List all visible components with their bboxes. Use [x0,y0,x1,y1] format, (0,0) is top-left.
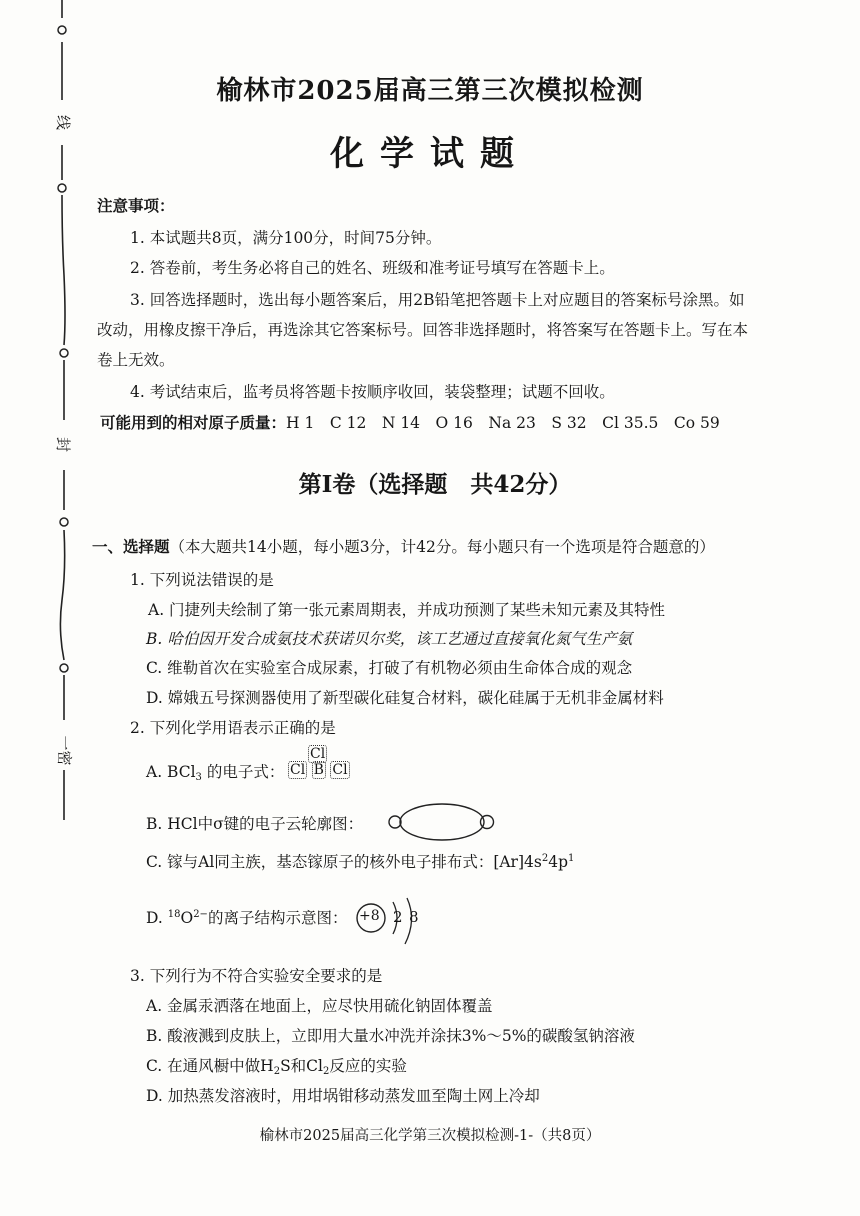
binding-label-secret: 一密 [55,735,74,766]
section-instructions [92,535,715,557]
notice-heading: 注意事项： [97,197,175,215]
question-stem: 1. 下列说法错误的是 [130,571,274,589]
binding-label-line: 线 [54,114,73,131]
option-d: D. 嫦娥五号探测器使用了新型碳化硅复合材料，碳化硅属于无机非金属材料 [146,689,664,707]
ion-structure-diagram [353,896,433,948]
option-c: C. 维勒首次在实验室合成尿素，打破了有机物必须由生命体合成的观念 [146,659,633,677]
binding-dot [58,184,66,192]
sigma-bond-diagram [386,802,498,842]
shell-1-electrons: 2 [393,908,403,926]
binding-margin-line [40,0,80,1216]
section-title: 第Ⅰ卷（选择题 共42分） [298,471,572,498]
binding-dot [60,664,68,672]
bcl3-electron-formula: Cl Cl B Cl [290,746,348,778]
option-a: A. 门捷列夫绘制了第一张元素周期表，并成功预测了某些未知元素及其特性 [148,601,666,619]
notice-item: 2. 答卷前，考生务必将自己的姓名、班级和准考证号填写在答题卡上。 [130,259,615,277]
exam-name: 榆林市2025届高三第三次模拟检测 [216,76,644,106]
nucleus-charge: +8 [359,908,380,924]
question-stem: 3. 下列行为不符合实验安全要求的是 [130,967,383,985]
notice-item: 4. 考试结束后，监考员将答题卡按顺序收回，装袋整理；试题不回收。 [130,383,615,401]
binding-dot [60,518,68,526]
option-a: A. 金属汞洒落在地面上，应尽快用硫化钠固体覆盖 [146,997,493,1015]
option-d: D. 加热蒸发溶液时，用坩埚钳移动蒸发皿至陶土网上冷却 [146,1087,540,1105]
notice-item: 1. 本试题共8页，满分100分，时间75分钟。 [130,229,442,247]
page-footer: 榆林市2025届高三化学第三次模拟检测-1-（共8页） [259,1128,601,1144]
binding-dot [58,26,66,34]
option-b: B. 哈伯因开发合成氨技术获诺贝尔奖，该工艺通过直接氧化氮气生产氨 [146,630,633,648]
shell-2-electrons: 8 [409,908,419,926]
option-c: C. 在通风橱中做$H_2S$和$Cl_2$反应的实验 [146,1057,407,1077]
option-d: D. $^{18}O^{2-}$的离子结构示意图： [146,909,348,927]
notice-item: 卷上无效。 [97,351,175,369]
subject-title: 化学试题 [330,134,530,174]
notice-item: 3. 回答选择题时，选出每小题答案后，用2B铅笔把答题卡上对应题目的答案标号涂黑。如 [130,291,745,309]
section-heading: 一、选择题 [92,537,170,556]
atomic-masses-label: 可能用到的相对原子质量： [100,414,287,432]
atomic-masses [100,411,720,433]
notice-item: 改动，用橡皮擦干净后，再选涂其它答案标号。回答非选择题时，将答案写在答题卡上。写在本 [97,321,749,339]
option-b: B. 酸液溅到皮肤上，立即用大量水冲洗并涂抹3%～5%的碳酸氢钠溶液 [146,1027,635,1045]
option-a: A. BCl$_3$ 的电子式： [146,763,285,783]
question-stem: 2. 下列化学用语表示正确的是 [130,719,336,737]
option-c: C. 镓与Al同主族，基态镓原子的核外电子排布式：$[Ar]4s^24p^1$ [146,853,575,871]
section-instruction-text: （本大题共14小题，每小题3分，计42分。每小题只有一个选项是符合题意的） [169,538,715,556]
binding-label-seal: 封 [54,436,73,453]
atomic-masses-values: H 1 C 12 N 14 O 16 Na 23 S 32 Cl 35.5 Co 59 [286,414,720,432]
binding-dot [60,349,68,357]
option-b: B. HCl中σ键的电子云轮廓图： [146,815,364,833]
